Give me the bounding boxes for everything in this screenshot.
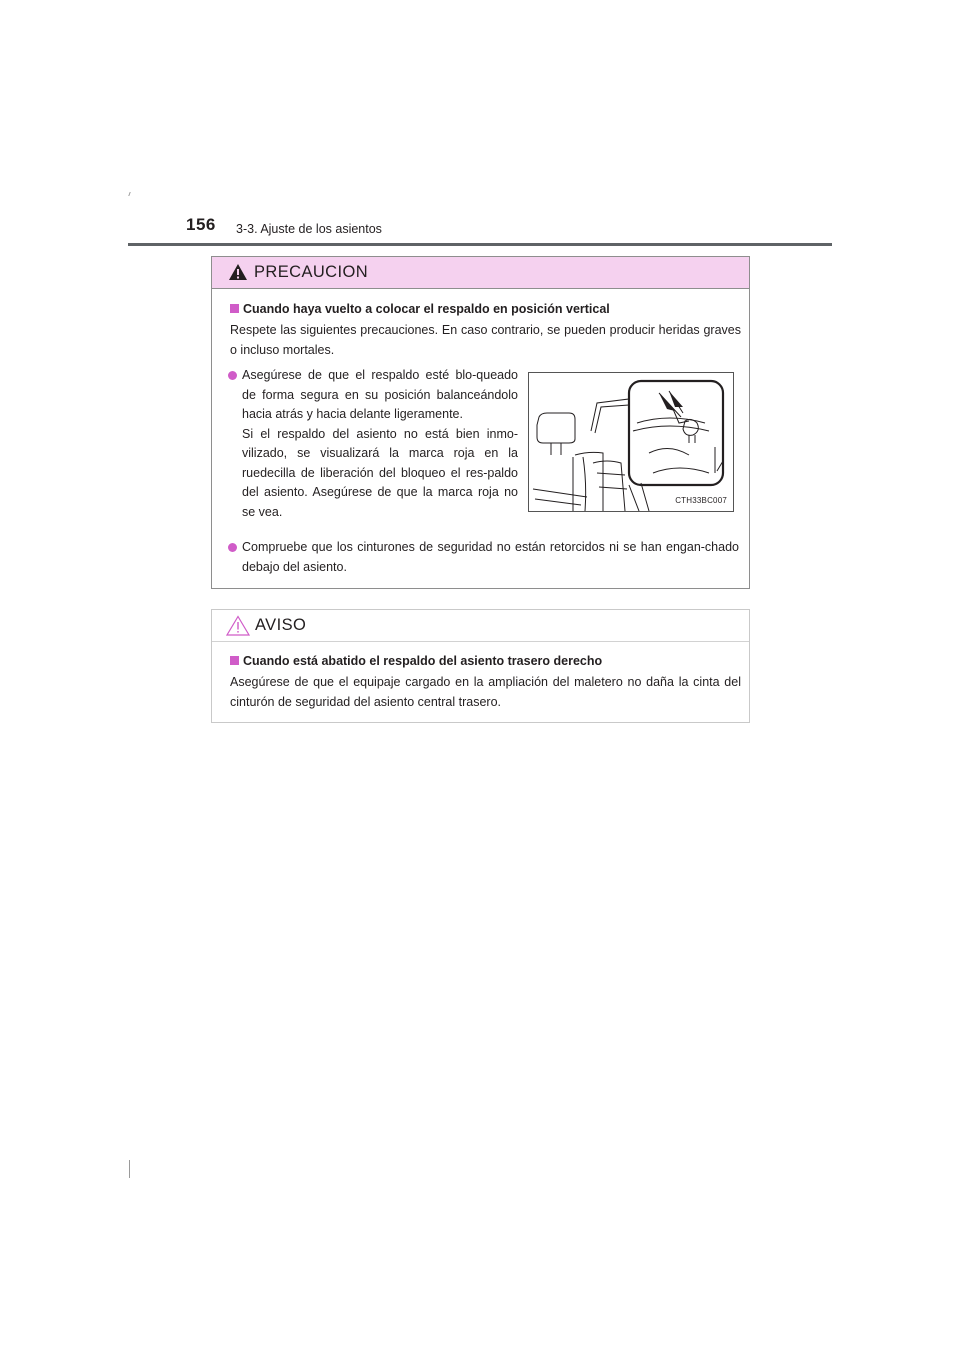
caution-bullet-1	[228, 366, 518, 522]
seat-drawing-icon	[529, 373, 733, 511]
bullet-2-text: Compruebe que los cinturones de seguridad no están retorcidos ni se han engan-chado debajo del asiento.	[242, 540, 739, 574]
notice-header	[212, 610, 749, 642]
caution-heading	[230, 302, 610, 316]
section-title: 3-3. Ajuste de los asientos	[236, 222, 382, 236]
caution-heading-text: Cuando haya vuelto a colocar el respaldo en posición vertical	[243, 302, 610, 316]
caution-box	[211, 256, 750, 589]
caution-intro: Respete las siguientes precauciones. En caso contrario, se pueden producir heridas graves o incluso mortales.	[230, 323, 741, 357]
notice-heading-text: Cuando está abatido el respaldo del asiento trasero derecho	[243, 654, 603, 668]
warning-icon	[228, 263, 248, 286]
square-bullet-icon	[230, 656, 239, 665]
header-divider	[128, 243, 832, 246]
figure-code: CTH33BC007	[675, 496, 727, 505]
margin-mark	[129, 1160, 130, 1178]
caution-title: PRECAUCION	[254, 263, 369, 281]
round-bullet-icon	[228, 543, 237, 552]
square-bullet-icon	[230, 304, 239, 313]
round-bullet-icon	[228, 371, 237, 380]
notice-text: Asegúrese de que el equipaje cargado en la ampliación del maletero no daña la cinta del cinturón de seguridad del asiento central trasero.	[230, 675, 741, 709]
caution-header	[212, 257, 749, 289]
bullet-1-text-b: Si el respaldo del asiento no está bien inmo-vilizado, se visualizará la marca roja en la ruedecilla de liberación del bloqueo el res-paldo del asiento. Asegúrese de que la marca roja no se vea.	[242, 426, 518, 519]
margin-mark	[128, 192, 130, 196]
notice-heading	[230, 654, 602, 668]
caution-bullet-2	[228, 538, 739, 577]
page-number: 156	[186, 215, 216, 234]
warning-outline-icon	[226, 615, 250, 641]
bullet-1-text-a: Asegúrese de que el respaldo esté blo-queado de forma segura en su posición balanceándolo hacia atrás y hacia delante ligeramente.	[242, 368, 518, 421]
notice-title: AVISO	[255, 616, 307, 634]
notice-box	[211, 609, 750, 723]
seat-illustration	[528, 372, 734, 512]
